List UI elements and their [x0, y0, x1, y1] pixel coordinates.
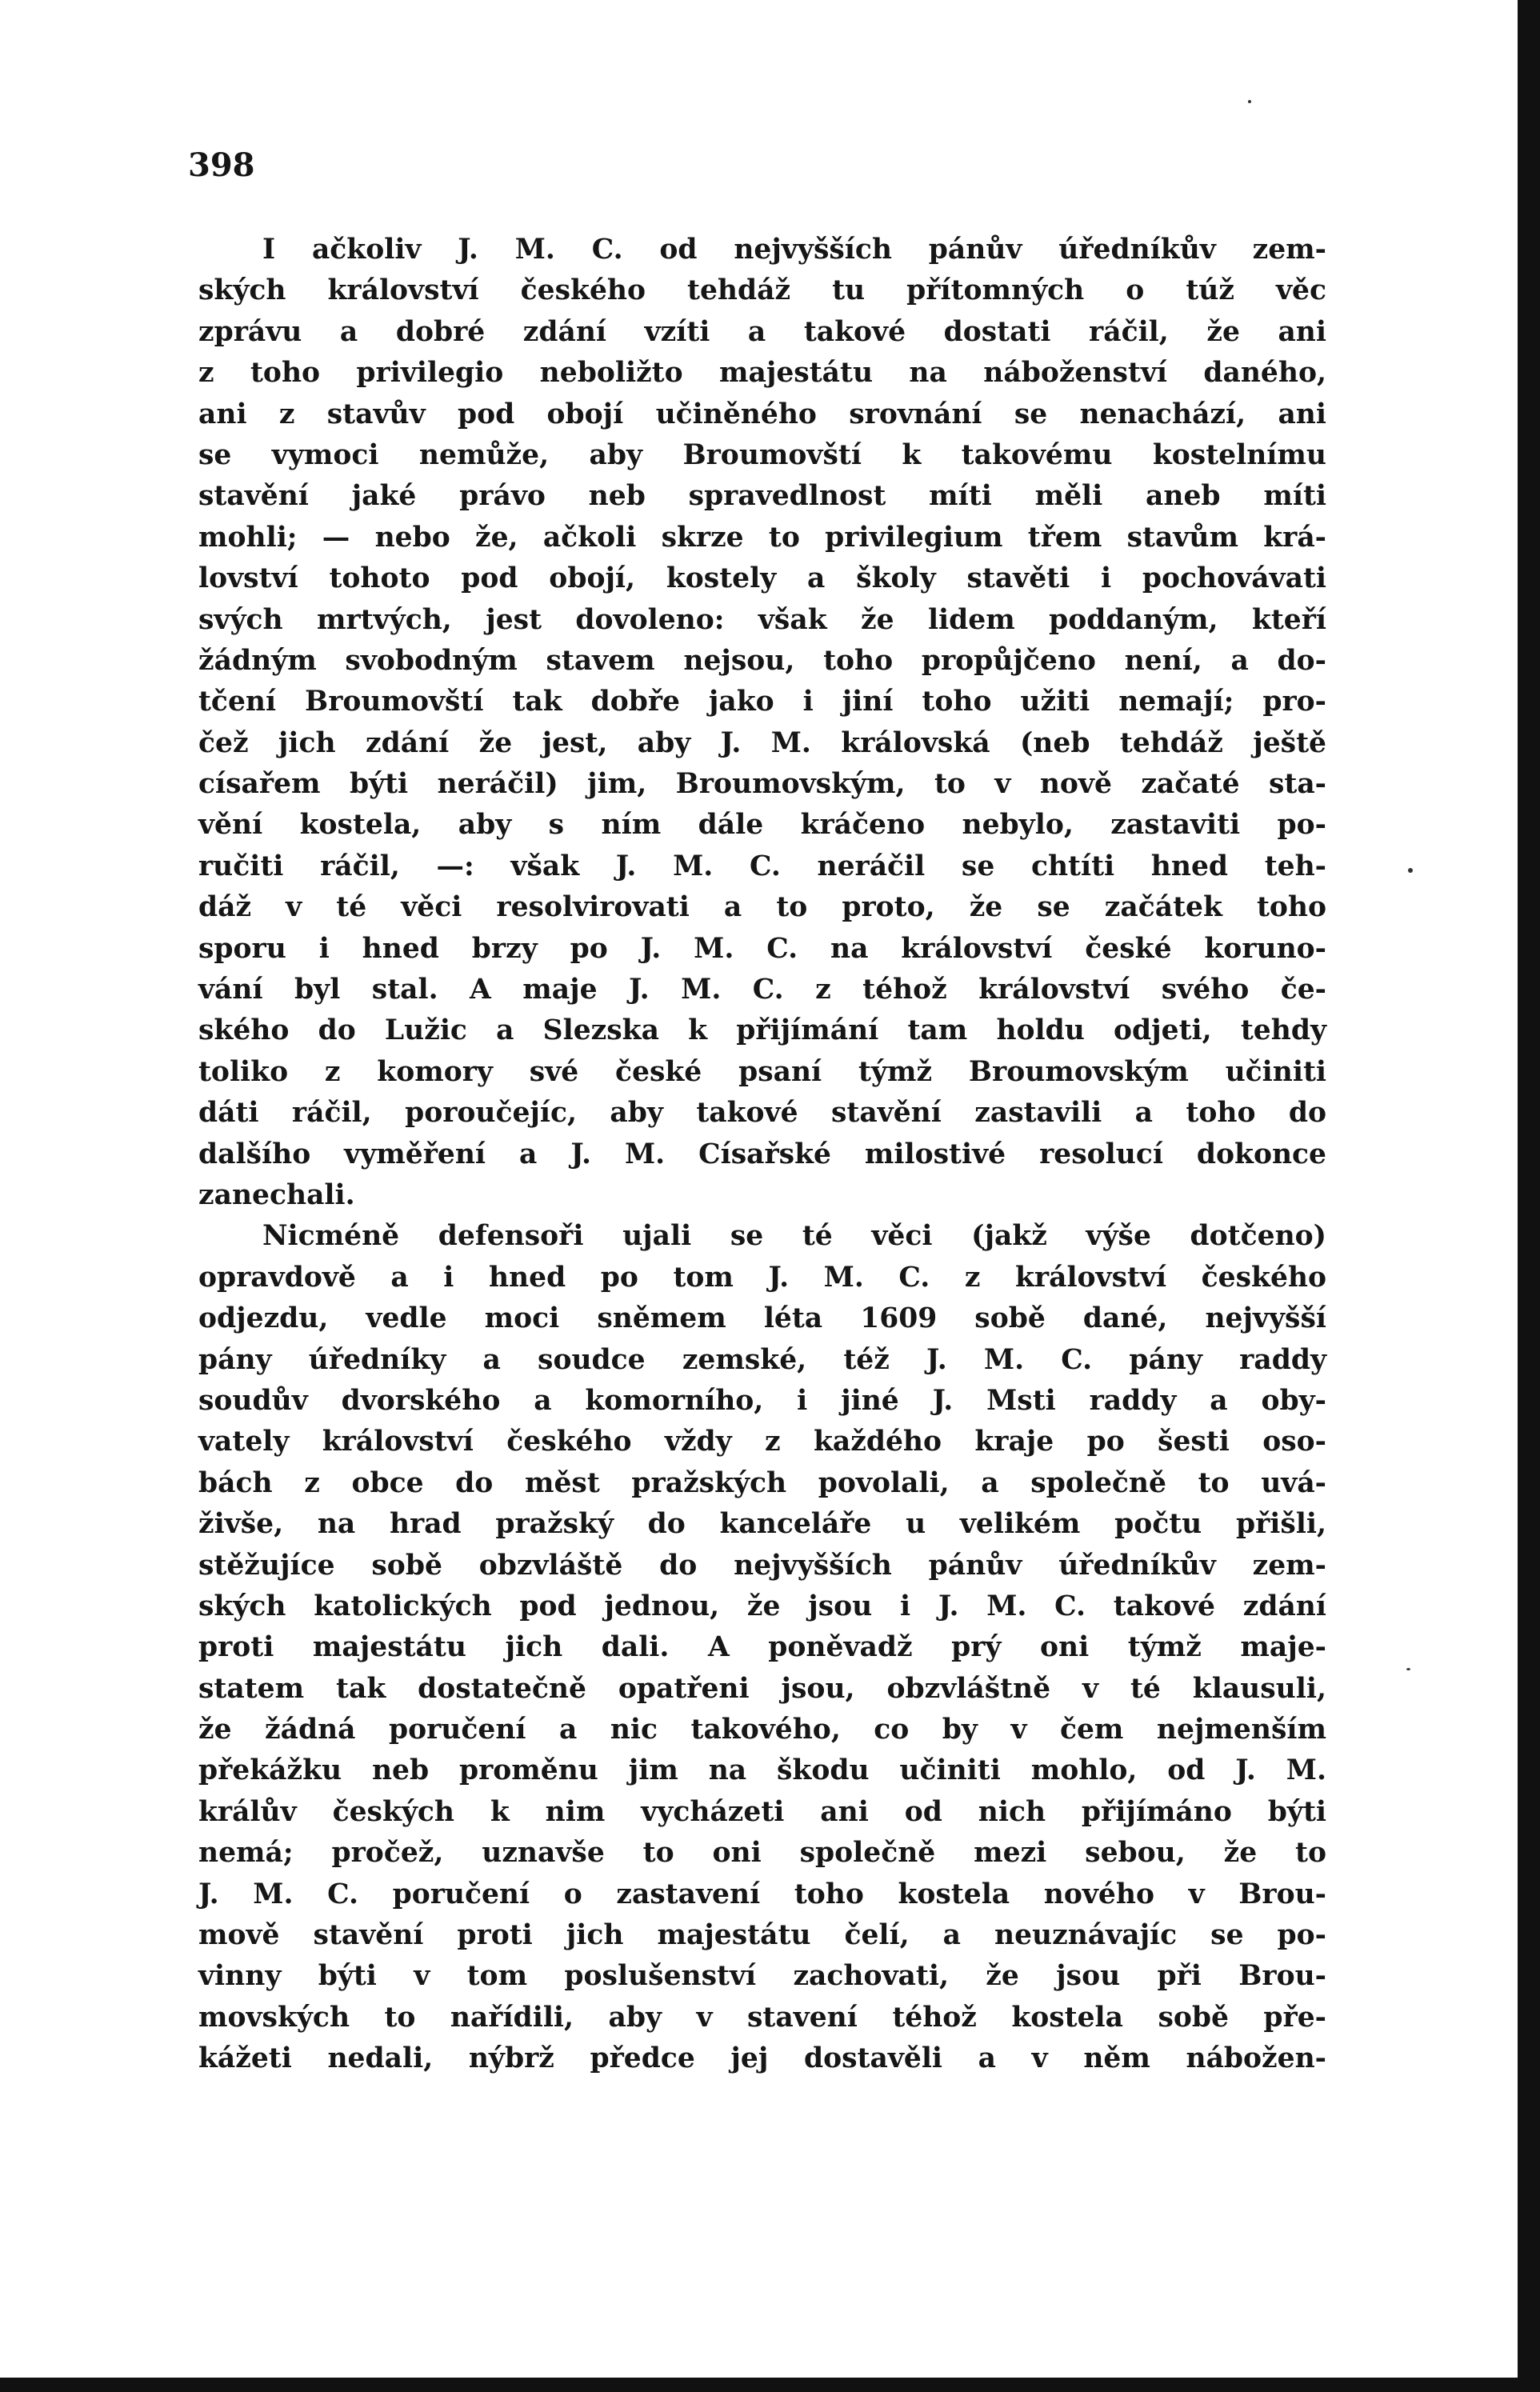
- text-line: dáti ráčil, poroučejíc, aby takové stavění zastavili a toho do: [198, 1097, 1326, 1130]
- text-line: toliko z komory své české psaní týmž Broumovským učiniti: [198, 1055, 1326, 1088]
- text-line: odjezdu, vedle moci sněmem léta 1609 sobě dané, nejvyšší: [198, 1302, 1326, 1335]
- text-line: tčení Broumovští tak dobře jako i jiní toho užiti nemají; pro-: [198, 686, 1326, 718]
- text-line: dalšího vyměření a J. M. Císařské milostivé resolucí dokonce: [198, 1138, 1326, 1170]
- paragraph: [198, 230, 1326, 1216]
- paragraph: [198, 1216, 1326, 2079]
- scan-speck: [1406, 1668, 1410, 1670]
- text-line: žádným svobodným stavem nejsou, toho propůjčeno není, a do-: [198, 644, 1326, 677]
- text-line: nemá; pročež, uznavše to oni společně mezi sebou, že to: [198, 1837, 1326, 1870]
- text-line: lovství tohoto pod obojí, kostely a školy stavěti i pochovávati: [198, 562, 1326, 595]
- text-line: bách z obce do měst pražských povolali, a společně to uvá-: [198, 1466, 1326, 1499]
- text-line: ani z stavův pod obojí učiněného srovnání se nenachází, ani: [198, 398, 1326, 430]
- text-line: čež jich zdání že jest, aby J. M. královská (neb tehdáž ještě: [198, 726, 1326, 759]
- scan-speck: [1408, 868, 1413, 873]
- text-line: soudův dvorského a komorního, i jiné J. Msti raddy a oby-: [198, 1384, 1326, 1417]
- body-text: [198, 230, 1326, 2080]
- text-line: že žádná poručení a nic takového, co by v čem nejmenším: [198, 1714, 1326, 1746]
- text-line: ských katolických pod jednou, že jsou i J. M. C. takové zdání: [198, 1590, 1326, 1622]
- text-line: se vymoci nemůže, aby Broumovští k takovému kostelnímu: [198, 438, 1326, 471]
- page-number: 398: [188, 146, 255, 184]
- text-line: zanechali.: [198, 1178, 355, 1211]
- text-line: překážku neb proměnu jim na škodu učiniti mohlo, od J. M.: [198, 1754, 1326, 1787]
- text-line: zprávu a dobré zdání vzíti a takové dostati ráčil, že ani: [198, 315, 1326, 348]
- text-line: Nicméně defensoři ujali se té věci (jakž výše dotčeno): [262, 1220, 1326, 1253]
- text-line: mově stavění proti jich majestátu čelí, a neuznávajíc se po-: [198, 1919, 1326, 1952]
- text-line: mohli; — nebo že, ačkoli skrze to privilegium třem stavům krá-: [198, 521, 1326, 554]
- text-line: živše, na hrad pražský do kanceláře u velikém počtu přišli,: [198, 1508, 1326, 1541]
- text-line: J. M. C. poručení o zastavení toho kostela nového v Brou-: [198, 1878, 1326, 1910]
- text-line: stěžujíce sobě obzvláště do nejvyšších pánův úředníkův zem-: [198, 1549, 1326, 1582]
- text-line: ských království českého tehdáž tu přítomných o túž věc: [198, 274, 1326, 307]
- text-line: císařem býti neráčil) jim, Broumovským, to v nově začaté sta-: [198, 768, 1326, 801]
- text-line: ručiti ráčil, —: však J. M. C. neráčil se chtíti hned teh-: [198, 850, 1326, 882]
- text-line: stavění jaké právo neb spravedlnost míti měli aneb míti: [198, 480, 1326, 513]
- text-line: sporu i hned brzy po J. M. C. na království české koruno-: [198, 932, 1326, 965]
- text-line: pány úředníky a soudce zemské, též J. M. C. pány raddy: [198, 1343, 1326, 1376]
- text-line: vění kostela, aby s ním dále kráčeno nebylo, zastaviti po-: [198, 809, 1326, 842]
- text-line: ského do Lužic a Slezska k přijímání tam holdu odjeti, tehdy: [198, 1014, 1326, 1047]
- text-line: opravdově a i hned po tom J. M. C. z království českého: [198, 1261, 1326, 1294]
- text-line: vately království českého vždy z každého kraje po šesti oso-: [198, 1426, 1326, 1458]
- text-line: statem tak dostatečně opatřeni jsou, obzvláštně v té klausuli,: [198, 1672, 1326, 1705]
- text-line: z toho privilegio neboližto majestátu na náboženství daného,: [198, 357, 1326, 390]
- text-line: dáž v té věci resolvirovati a to proto, že se začátek toho: [198, 891, 1326, 924]
- text-line: I ačkoliv J. M. C. od nejvyšších pánův úředníkův zem-: [262, 234, 1326, 266]
- scan-speck: [1248, 100, 1251, 103]
- text-line: movských to nařídili, aby v stavení téhož kostela sobě pře-: [198, 2001, 1326, 2034]
- text-line: vání byl stal. A maje J. M. C. z téhož království svého če-: [198, 974, 1326, 1006]
- text-line: svých mrtvých, jest dovoleno: však že lidem poddaným, kteří: [198, 603, 1326, 636]
- text-line: králův českých k nim vycházeti ani od nich přijímáno býti: [198, 1795, 1326, 1828]
- text-line: vinny býti v tom poslušenství zachovati, že jsou při Brou-: [198, 1960, 1326, 1993]
- text-line: proti majestátu jich dali. A poněvadž prý oni týmž maje-: [198, 1631, 1326, 1664]
- text-line: kážeti nedali, nýbrž předce jej dostavěli a v něm nábožen-: [198, 2042, 1326, 2075]
